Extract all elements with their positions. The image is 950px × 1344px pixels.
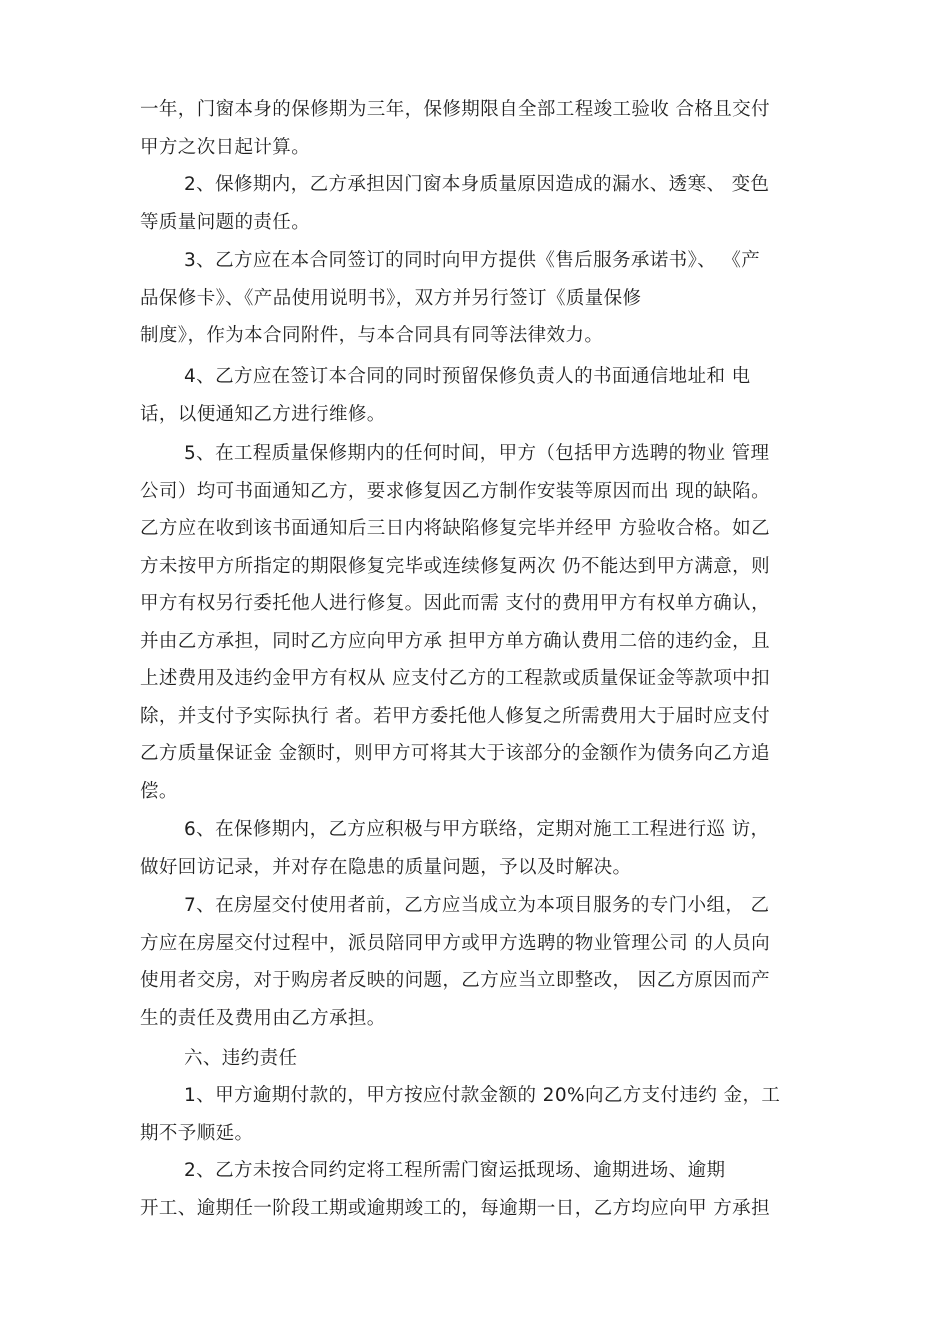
paragraph-clause-3 — [140, 242, 830, 355]
text-line: 乙方质量保证金 金额时，则甲方可将其大于该部分的金额作为债务向乙方追 — [140, 743, 770, 764]
text-line: 甲方有权另行委托他人进行修复。因此而需 支付的费用甲方有权单方确认， — [140, 593, 770, 614]
text-line: 制度》，作为本合同附件，与本合同具有同等法律效力。 — [140, 325, 604, 346]
paragraph-clause-4 — [140, 358, 830, 433]
paragraph-warranty-period-cont — [140, 91, 830, 166]
paragraph-clause-6 — [140, 811, 830, 886]
text-line: 做好回访记录，并对存在隐患的质量问题，予以及时解决。 — [140, 856, 632, 878]
text-line: 并由乙方承担，同时乙方应向甲方承 担甲方单方确认费用二倍的违约金，且 — [140, 630, 770, 652]
text-line: 1、甲方逾期付款的，甲方按应付款金额的 20%向乙方支付违约 金，工 — [184, 1085, 781, 1106]
section-heading-liability — [140, 1040, 830, 1078]
text-line: 3、乙方应在本合同签订的同时向甲方提供《售后服务承诺书》、 《产 — [184, 250, 761, 271]
text-line: 4、乙方应在签订本合同的同时预留保修负责人的书面通信地址和 电 — [184, 366, 751, 387]
text-line: 乙方应在收到该书面通知后三日内将缺陷修复完毕并经甲 方验收合格。如乙 — [140, 518, 770, 539]
text-line: 等质量问题的责任。 — [140, 211, 311, 233]
text-line: 2、乙方未按合同约定将工程所需门窗运抵现场、逾期进场、逾期 — [184, 1160, 726, 1181]
text-line: 2、保修期内，乙方承担因门窗本身质量原因造成的漏水、透寒、 变色 — [184, 174, 770, 195]
text-line: 6、在保修期内，乙方应积极与甲方联络，定期对施工工程进行巡 访， — [184, 819, 770, 840]
text-line: 一年，门窗本身的保修期为三年，保修期限自全部工程竣工验收 合格且交付 — [140, 99, 770, 120]
text-line: 5、在工程质量保修期内的任何时间，甲方（包括甲方选聘的物业 管理 — [184, 443, 770, 464]
paragraph-liability-2 — [140, 1152, 830, 1227]
text-line: 7、在房屋交付使用者前，乙方应当成立为本项目服务的专门小组， 乙 — [184, 895, 770, 916]
text-line: 公司）均可书面通知乙方，要求修复因乙方制作安装等原因而出 现的缺陷。 — [140, 480, 770, 502]
paragraph-clause-2 — [140, 166, 830, 241]
text-line: 上述费用及违约金甲方有权从 应支付乙方的工程款或质量保证金等款项中扣 — [140, 668, 770, 689]
text-line: 话，以便通知乙方进行维修。 — [140, 403, 386, 425]
text-line: 方应在房屋交付过程中，派员陪同甲方或甲方选聘的物业管理公司 的人员向 — [140, 932, 770, 954]
text-line: 使用者交房，对于购房者反映的问题，乙方应当立即整改， 因乙方原因而产 — [140, 970, 770, 991]
paragraph-liability-1 — [140, 1077, 830, 1152]
text-line: 期不予顺延。 — [140, 1122, 254, 1144]
text-line: 生的责任及费用由乙方承担。 — [140, 1007, 386, 1029]
text-line: 品保修卡》、《产品使用说明书》，双方并另行签订《质量保修 — [140, 287, 642, 309]
paragraph-clause-7 — [140, 887, 830, 1037]
section-title: 六、违约责任 — [184, 1048, 298, 1069]
text-line: 偿。 — [140, 780, 178, 802]
paragraph-clause-5 — [140, 435, 830, 810]
text-line: 甲方之次日起计算。 — [140, 136, 311, 158]
text-line: 除，并支付予实际执行 者。若甲方委托他人修复之所需费用大于届时应支付 — [140, 705, 770, 727]
text-line: 开工、逾期任一阶段工期或逾期竣工的，每逾期一日，乙方均应向甲 方承担 — [140, 1197, 770, 1219]
text-line: 方未按甲方所指定的期限修复完毕或连续修复两次 仍不能达到甲方满意，则 — [140, 555, 770, 577]
